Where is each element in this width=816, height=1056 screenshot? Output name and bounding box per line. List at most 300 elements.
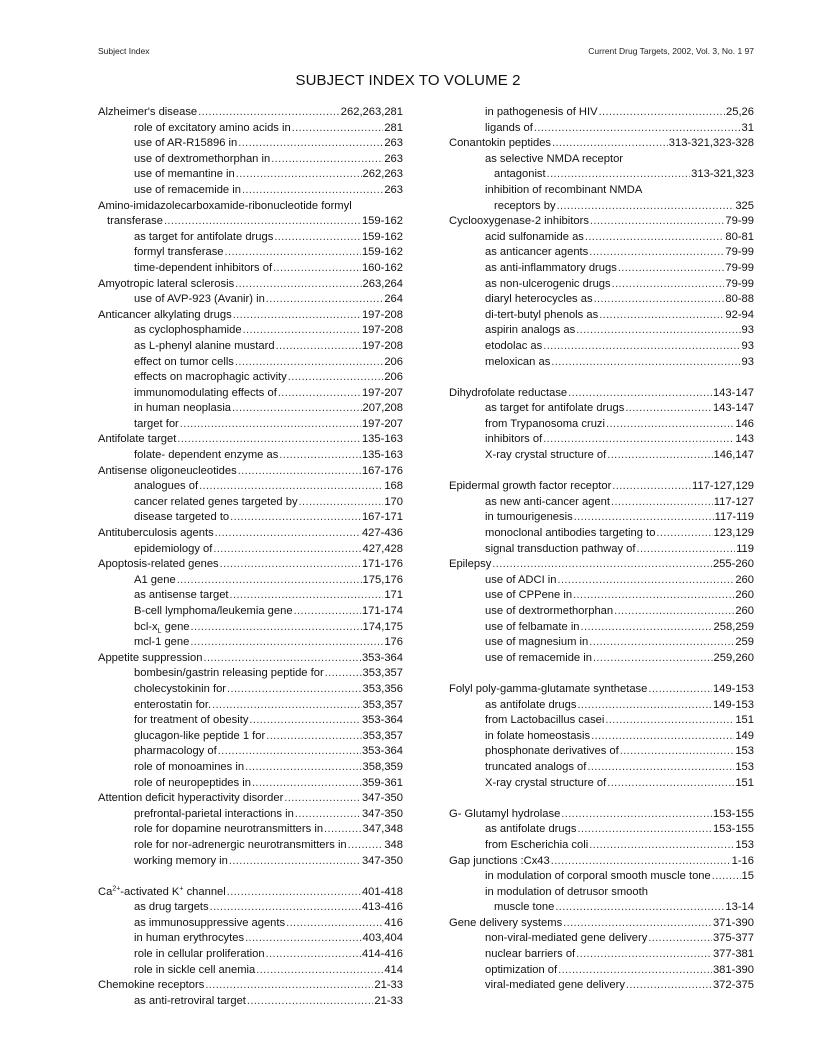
index-subentry bbox=[449, 448, 754, 464]
entry-term-text: as antifolate drugs bbox=[485, 823, 577, 836]
superscript: 2+ bbox=[112, 884, 121, 892]
entry-term-text: as immunosuppressive agents bbox=[134, 916, 286, 929]
dot-leader bbox=[225, 245, 361, 261]
dot-leader bbox=[599, 105, 725, 121]
entry-term bbox=[134, 947, 265, 963]
dot-leader bbox=[573, 588, 734, 604]
entry-term-text: formyl transferase bbox=[134, 246, 224, 259]
entry-term bbox=[134, 448, 278, 464]
entry-term bbox=[485, 604, 613, 620]
dot-leader bbox=[558, 573, 735, 589]
entry-term bbox=[134, 838, 347, 854]
entry-term-text: signal transduction pathway of bbox=[485, 542, 636, 555]
dot-leader bbox=[555, 900, 724, 916]
index-subentry bbox=[98, 355, 403, 371]
dot-leader bbox=[563, 916, 712, 932]
entry-term bbox=[485, 635, 588, 651]
page-numbers: 93 bbox=[741, 355, 754, 368]
index-subentry bbox=[449, 152, 754, 168]
page-numbers: 79-99 bbox=[725, 261, 754, 274]
dot-leader bbox=[648, 682, 712, 698]
entry-term bbox=[449, 916, 562, 932]
page-numbers: 427,428 bbox=[362, 542, 403, 555]
dot-leader bbox=[568, 386, 712, 402]
page-numbers: 197-207 bbox=[361, 417, 403, 430]
entry-term-text: Appetite suppression bbox=[98, 651, 203, 664]
dot-leader bbox=[177, 573, 362, 589]
index-subentry bbox=[449, 744, 754, 760]
index-entry bbox=[98, 308, 403, 324]
entry-term bbox=[485, 183, 642, 199]
dot-leader bbox=[230, 510, 361, 526]
page-numbers: 353,357 bbox=[362, 729, 403, 742]
entry-term-text: as target for antifolate drugs bbox=[134, 230, 274, 243]
dot-leader bbox=[278, 386, 361, 402]
entry-term bbox=[98, 526, 214, 542]
entry-term bbox=[134, 744, 217, 760]
dot-leader bbox=[606, 417, 734, 433]
page-numbers: 347,348 bbox=[362, 823, 403, 836]
index-subentry bbox=[98, 947, 403, 963]
page-numbers: 143-147 bbox=[712, 402, 754, 415]
page-numbers: 159-162 bbox=[361, 246, 403, 259]
dot-leader bbox=[177, 432, 361, 448]
index-subentry bbox=[98, 417, 403, 433]
dot-leader bbox=[551, 854, 731, 870]
entry-term bbox=[134, 292, 265, 308]
entry-term-text: etodolac as bbox=[485, 339, 543, 352]
entry-term-text: G- Glutamyl hydrolase bbox=[449, 807, 561, 820]
index-subentry bbox=[449, 526, 754, 542]
index-subentry bbox=[449, 339, 754, 355]
entry-term-text: use of AR-R15896 in bbox=[134, 137, 238, 150]
entry-term bbox=[134, 931, 244, 947]
page-numbers: 372-375 bbox=[712, 979, 754, 992]
index-subentry bbox=[449, 838, 754, 854]
dot-leader bbox=[558, 963, 712, 979]
dot-leader bbox=[552, 136, 668, 152]
dot-leader bbox=[218, 744, 361, 760]
entry-term-text: A1 gene bbox=[134, 573, 176, 586]
entry-term-text: as selective NMDA receptor bbox=[485, 152, 624, 165]
entry-term bbox=[449, 854, 550, 870]
page-numbers: 325 bbox=[735, 199, 754, 212]
dot-leader bbox=[273, 261, 361, 277]
page-numbers: 93 bbox=[741, 324, 754, 337]
page-numbers: 263 bbox=[384, 183, 403, 196]
entry-term bbox=[98, 791, 283, 807]
page-numbers: 353-364 bbox=[361, 714, 403, 727]
page-numbers: 353,357 bbox=[362, 698, 403, 711]
index-subentry bbox=[449, 729, 754, 745]
page-numbers: 146 bbox=[735, 417, 754, 430]
page-numbers: 174,175 bbox=[362, 620, 403, 633]
entry-term-text: in modulation of detrusor smooth bbox=[485, 885, 648, 898]
entry-term bbox=[485, 339, 542, 355]
entry-term bbox=[98, 105, 197, 121]
entry-term bbox=[134, 776, 251, 792]
index-subentry bbox=[98, 370, 403, 386]
index-subentry bbox=[449, 417, 754, 433]
index-subentry bbox=[98, 963, 403, 979]
entry-term bbox=[134, 682, 226, 698]
entry-term bbox=[134, 573, 176, 589]
entry-term-text: truncated analogs of bbox=[485, 760, 587, 773]
dot-leader bbox=[266, 729, 361, 745]
index-subentry bbox=[449, 308, 754, 324]
entry-term bbox=[134, 963, 255, 979]
entry-term bbox=[134, 495, 298, 511]
page-numbers: 159-162 bbox=[361, 230, 403, 243]
page-numbers: 358,359 bbox=[362, 760, 403, 773]
page-numbers: 264 bbox=[384, 293, 403, 306]
entry-term bbox=[485, 542, 636, 558]
dot-leader bbox=[612, 277, 725, 293]
entry-term-text: Apoptosis-related genes bbox=[98, 558, 219, 571]
page-numbers: 79-99 bbox=[725, 246, 754, 259]
dot-leader bbox=[284, 791, 361, 807]
entry-term bbox=[485, 510, 573, 526]
index-subentry bbox=[98, 807, 403, 823]
index-column-left bbox=[98, 105, 403, 1009]
index-subentry bbox=[98, 573, 403, 589]
page-numbers: 25,26 bbox=[726, 106, 754, 118]
index-subentry bbox=[98, 838, 403, 854]
entry-term-text: Attention deficit hyperactivity disorder bbox=[98, 792, 284, 805]
page-numbers: 259 bbox=[735, 636, 754, 649]
entry-term-text: role in sickle cell anemia bbox=[134, 963, 256, 976]
entry-term bbox=[485, 978, 625, 994]
index-subentry bbox=[449, 510, 754, 526]
entry-term bbox=[134, 152, 270, 168]
entry-term-text: immunomodulating effects of bbox=[134, 386, 277, 399]
entry-term-text: -activated K bbox=[120, 885, 180, 898]
entry-term bbox=[485, 573, 557, 589]
index-subentry bbox=[98, 401, 403, 417]
entry-term-text: as antisense target bbox=[134, 589, 229, 602]
superscript: + bbox=[179, 884, 184, 892]
dot-leader bbox=[656, 526, 712, 542]
dot-leader bbox=[276, 339, 361, 355]
index-subentry bbox=[98, 121, 403, 137]
entry-term bbox=[485, 230, 584, 246]
entry-term-text: diaryl heterocycles as bbox=[485, 293, 593, 306]
entry-term-text: in human erythrocytes bbox=[134, 932, 245, 945]
entry-term bbox=[134, 370, 287, 386]
entry-term-text: role of monoamines in bbox=[134, 760, 245, 773]
entry-term-text: role for dopamine neurotransmitters in bbox=[134, 823, 324, 836]
dot-leader bbox=[164, 214, 361, 230]
entry-term-text: aspirin analogs as bbox=[485, 324, 576, 337]
dot-leader bbox=[191, 620, 362, 636]
entry-term-text: role in cellular proliferation bbox=[134, 948, 265, 961]
entry-term bbox=[449, 386, 567, 402]
index-subentry bbox=[98, 230, 403, 246]
blank-row bbox=[449, 464, 754, 480]
index-entry bbox=[449, 682, 754, 698]
dot-leader bbox=[648, 931, 712, 947]
page-numbers: 117-127,129 bbox=[691, 480, 754, 493]
page-numbers: 260 bbox=[735, 589, 754, 602]
index-entry bbox=[98, 199, 403, 215]
page-numbers: 153-155 bbox=[712, 807, 754, 820]
page-numbers: 416 bbox=[384, 916, 403, 929]
dot-leader bbox=[232, 401, 362, 417]
index-entry bbox=[98, 978, 403, 994]
entry-term-text: working memory in bbox=[134, 854, 228, 867]
dot-leader bbox=[577, 822, 712, 838]
index-subentry bbox=[98, 760, 403, 776]
page-numbers: 170 bbox=[384, 495, 403, 508]
index-subentry bbox=[98, 136, 403, 152]
dot-leader bbox=[589, 838, 734, 854]
index-subentry bbox=[98, 261, 403, 277]
dot-leader bbox=[180, 417, 361, 433]
dot-leader bbox=[599, 308, 724, 324]
entry-term-text: role for nor-adrenergic neurotransmitters in bbox=[134, 838, 347, 851]
dot-leader bbox=[235, 355, 383, 371]
entry-term-text: Anticancer alkylating drugs bbox=[98, 308, 232, 321]
entry-term-text: acid sulfonamide as bbox=[485, 230, 584, 243]
index-subentry bbox=[98, 931, 403, 947]
dot-leader bbox=[247, 994, 373, 1010]
dot-leader bbox=[614, 604, 734, 620]
entry-term-text: prefrontal-parietal interactions in bbox=[134, 807, 294, 820]
dot-leader bbox=[230, 588, 384, 604]
entry-term-text: bombesin/gastrin releasing peptide for bbox=[134, 667, 324, 680]
entry-term bbox=[107, 214, 163, 230]
page-numbers: 347-350 bbox=[361, 854, 403, 867]
dot-leader bbox=[203, 651, 360, 667]
dot-leader bbox=[249, 713, 361, 729]
entry-term-text: meloxican as bbox=[485, 355, 551, 368]
entry-term bbox=[134, 479, 198, 495]
dot-leader bbox=[190, 635, 383, 651]
dot-leader bbox=[245, 931, 361, 947]
entry-term-text: in modulation of corporal smooth muscle tone bbox=[485, 870, 711, 883]
page-numbers: 263,264 bbox=[362, 277, 403, 290]
index-subentry bbox=[98, 479, 403, 495]
entry-term-text: non-viral-mediated gene delivery bbox=[485, 932, 648, 945]
index-entry bbox=[449, 557, 754, 573]
index-subentry bbox=[98, 666, 403, 682]
index-entry bbox=[449, 916, 754, 932]
page-numbers: 175,176 bbox=[362, 573, 403, 586]
page-numbers: 171-176 bbox=[361, 558, 403, 571]
page-numbers: 151 bbox=[735, 714, 754, 727]
page-numbers: 31 bbox=[741, 121, 754, 134]
index-subentry bbox=[449, 105, 754, 121]
index-subentry bbox=[449, 635, 754, 651]
page-numbers: 176 bbox=[384, 636, 403, 649]
dot-leader bbox=[607, 448, 712, 464]
entry-term-text: Chemokine receptors bbox=[98, 979, 205, 992]
entry-term bbox=[485, 822, 576, 838]
page-numbers: 401-418 bbox=[361, 885, 403, 898]
entry-term bbox=[134, 183, 241, 199]
entry-term-text: use of remacemide in bbox=[485, 651, 592, 664]
entry-term bbox=[134, 355, 234, 371]
entry-term bbox=[485, 776, 606, 792]
index-subentry bbox=[98, 854, 403, 870]
entry-term bbox=[449, 682, 647, 698]
entry-term bbox=[485, 963, 557, 979]
entry-term bbox=[134, 900, 209, 916]
entry-term bbox=[485, 698, 576, 714]
page-numbers: 153 bbox=[735, 838, 754, 851]
entry-term-text: Antituberculosis agents bbox=[98, 527, 214, 540]
entry-term-text: time-dependent inhibitors of bbox=[134, 261, 273, 274]
index-subentry bbox=[98, 292, 403, 308]
entry-term bbox=[134, 386, 277, 402]
entry-term bbox=[134, 729, 265, 745]
dot-leader bbox=[551, 355, 740, 371]
entry-term-text: cancer related genes targeted by bbox=[134, 495, 298, 508]
entry-term bbox=[485, 947, 575, 963]
entry-term bbox=[134, 635, 189, 651]
index-subentry bbox=[449, 620, 754, 636]
page-numbers: 21-33 bbox=[374, 994, 403, 1007]
entry-term bbox=[134, 807, 294, 823]
dot-leader bbox=[591, 729, 734, 745]
index-entry bbox=[98, 651, 403, 667]
page-numbers: 92-94 bbox=[725, 308, 754, 321]
entry-term bbox=[134, 261, 272, 277]
entry-term bbox=[134, 339, 275, 355]
dot-leader bbox=[625, 401, 712, 417]
page-numbers: 135-163 bbox=[361, 449, 403, 462]
entry-term bbox=[485, 838, 588, 854]
entry-term bbox=[494, 199, 556, 215]
index-entry bbox=[449, 386, 754, 402]
page-numbers: 171-174 bbox=[361, 605, 403, 617]
entry-term-text: use of AVP-923 (Avanir) in bbox=[134, 293, 265, 306]
page-numbers: 375-377 bbox=[712, 932, 754, 945]
entry-term-text: role of excitatory amino acids in bbox=[134, 121, 291, 134]
index-subentry bbox=[449, 885, 754, 901]
dot-leader bbox=[589, 245, 724, 261]
dot-leader bbox=[235, 277, 361, 293]
index-subentry bbox=[449, 121, 754, 137]
entry-term bbox=[98, 978, 204, 994]
dot-leader bbox=[626, 978, 712, 994]
page-numbers: 119 bbox=[736, 542, 754, 555]
dot-leader bbox=[256, 963, 383, 979]
entry-term-text: Epidermal growth factor receptor bbox=[449, 480, 612, 493]
page-numbers: 403,404 bbox=[362, 932, 403, 945]
entry-term bbox=[485, 417, 605, 433]
entry-term-text: Gene delivery systems bbox=[449, 916, 563, 929]
index-entry bbox=[449, 214, 754, 230]
entry-term bbox=[485, 401, 624, 417]
index-subentry bbox=[449, 869, 754, 885]
entry-term-text: Ca bbox=[98, 885, 113, 898]
page-numbers: 313-321,323 bbox=[691, 168, 754, 181]
dot-leader bbox=[295, 807, 361, 823]
dot-leader bbox=[593, 651, 713, 667]
entry-term-text: for treatment of obesity bbox=[134, 714, 249, 727]
index-subentry bbox=[98, 339, 403, 355]
entry-term-text: use of dextromethorphan in bbox=[134, 152, 271, 165]
page-numbers: 153 bbox=[735, 745, 754, 758]
dot-leader bbox=[292, 121, 384, 137]
entry-term-text: as anti-inflammatory drugs bbox=[485, 261, 617, 274]
dot-leader bbox=[581, 620, 713, 636]
entry-term-text: epidemiology of bbox=[134, 542, 213, 555]
entry-term-text: phosphonate derivatives of bbox=[485, 745, 619, 758]
index-subentry-continuation bbox=[449, 167, 754, 183]
page-numbers: 151 bbox=[735, 776, 754, 789]
page-numbers: 353,356 bbox=[362, 682, 403, 695]
index-subentry bbox=[449, 822, 754, 838]
index-subentry bbox=[98, 698, 403, 714]
entry-term bbox=[494, 167, 546, 183]
dot-leader bbox=[589, 635, 734, 651]
entry-term-text: effect on tumor cells bbox=[134, 355, 234, 368]
dot-leader bbox=[557, 199, 735, 215]
index-subentry bbox=[98, 323, 403, 339]
index-subentry bbox=[449, 323, 754, 339]
running-head-right: Current Drug Targets, 2002, Vol. 3, No. 1 97 bbox=[588, 46, 754, 56]
entry-term-text: transferase bbox=[107, 215, 163, 228]
page-numbers: 263 bbox=[384, 152, 403, 165]
entry-term-text: bcl-x bbox=[134, 620, 158, 633]
entry-term-text: folate- dependent enzyme as bbox=[134, 449, 279, 462]
dot-leader bbox=[618, 261, 725, 277]
index-subentry bbox=[449, 355, 754, 371]
entry-term-text: as drug targets bbox=[134, 901, 209, 914]
dot-leader bbox=[590, 214, 724, 230]
entry-term-text: pharmacology of bbox=[134, 745, 217, 758]
index-subentry bbox=[449, 495, 754, 511]
entry-term-text: Antisense oligoneucleotides bbox=[98, 464, 237, 477]
page-numbers: 93 bbox=[741, 339, 754, 352]
page-numbers: 117-127 bbox=[713, 495, 754, 508]
subscript: L bbox=[157, 627, 162, 635]
page-numbers: 143-147 bbox=[712, 386, 754, 399]
entry-term bbox=[485, 885, 648, 901]
dot-leader bbox=[242, 183, 383, 199]
dot-leader bbox=[238, 136, 383, 152]
dot-leader bbox=[271, 152, 383, 168]
entry-term bbox=[134, 713, 248, 729]
dot-leader bbox=[227, 885, 361, 901]
page-numbers: 153 bbox=[735, 760, 754, 773]
page-numbers: 21-33 bbox=[374, 979, 403, 992]
page-numbers: 79-99 bbox=[725, 277, 754, 290]
entry-term-text: Epilepsy bbox=[449, 558, 492, 571]
index-subentry bbox=[98, 167, 403, 183]
page-numbers: 80-88 bbox=[725, 293, 754, 306]
page-numbers: 353,357 bbox=[362, 667, 403, 680]
entry-term bbox=[134, 666, 324, 682]
entry-term bbox=[485, 121, 533, 137]
page-numbers: 413-416 bbox=[361, 901, 403, 914]
entry-term-text: Conantokin peptides bbox=[449, 137, 552, 150]
entry-term bbox=[134, 121, 291, 137]
page-numbers: 347-350 bbox=[361, 807, 403, 820]
entry-term-text: from Escherichia coli bbox=[485, 838, 589, 851]
entry-term bbox=[98, 464, 237, 480]
index-entry bbox=[98, 277, 403, 293]
index-subentry bbox=[449, 230, 754, 246]
entry-term bbox=[134, 401, 231, 417]
index-subentry bbox=[98, 604, 403, 620]
page-numbers: 197-208 bbox=[361, 324, 403, 337]
dot-leader bbox=[198, 105, 340, 121]
page-numbers: 1-16 bbox=[731, 854, 754, 867]
entry-term bbox=[134, 230, 273, 246]
